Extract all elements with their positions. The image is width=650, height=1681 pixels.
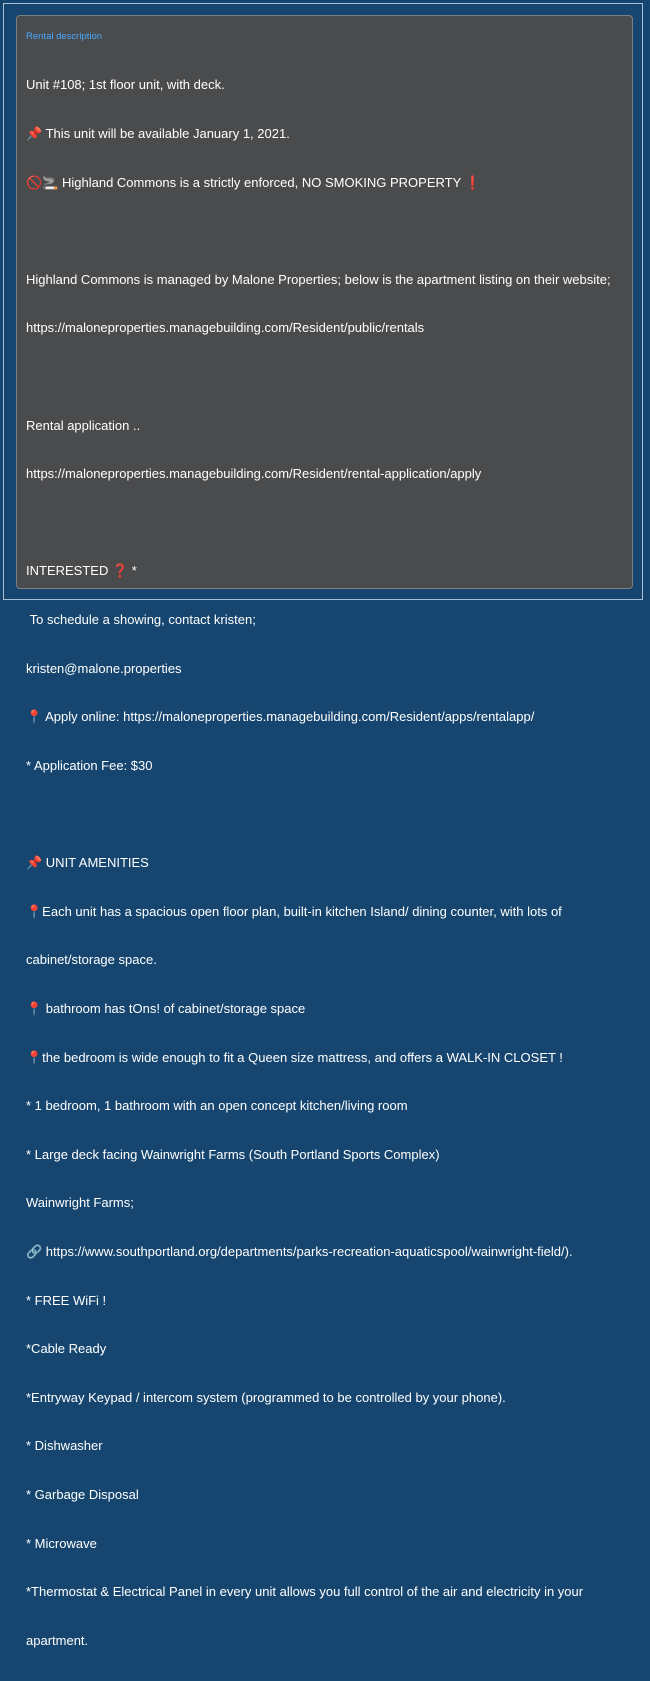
description-line: * 1 bedroom, 1 bathroom with an open concept kitchen/living room: [26, 1098, 408, 1114]
description-line: *Entryway Keypad / intercom system (programmed to be controlled by your phone).: [26, 1389, 506, 1405]
amenities-heading: 📌 UNIT AMENITIES: [26, 855, 149, 871]
description-line: [26, 515, 632, 531]
application-link: https://maloneproperties.managebuilding.com/Resident/rental-application/apply: [26, 466, 482, 482]
description-line: 🚫🚬 Highland Commons is a strictly enforced, NO SMOKING PROPERTY ❗: [26, 174, 481, 190]
description-line: 📍the bedroom is wide enough to fit a Queen size mattress, and offers a WALK-IN CLOSET !: [26, 1049, 563, 1065]
rental-description-text[interactable]: [26, 45, 632, 1681]
description-line: [26, 369, 632, 385]
description-line: cabinet/storage space.: [26, 952, 157, 968]
description-line: 📌 This unit will be available January 1, 2021.: [26, 126, 290, 142]
description-line: * Microwave: [26, 1535, 97, 1551]
description-line: [26, 223, 632, 239]
description-line: Rental application ..: [26, 417, 141, 433]
description-line: *Cable Ready: [26, 1341, 107, 1357]
rental-description-label: Rental description: [26, 31, 103, 42]
description-line: Wainwright Farms;: [26, 1195, 134, 1211]
description-line: * Dishwasher: [26, 1438, 103, 1454]
description-line: Highland Commons is managed by Malone Properties; below is the apartment listing on their website;: [26, 271, 611, 287]
apply-online-line: 📍 Apply online: https://maloneproperties.managebuilding.com/Resident/apps/rentalapp/: [26, 709, 535, 725]
listing-link: https://maloneproperties.managebuilding.com/Resident/public/rentals: [26, 320, 425, 336]
description-line: [26, 807, 632, 823]
contact-email: kristen@malone.properties: [26, 660, 182, 676]
description-line: 📍Each unit has a spacious open floor plan, built-in kitchen Island/ dining counter, with lots of: [26, 903, 562, 919]
description-line: Unit #108; 1st floor unit, with deck.: [26, 77, 225, 93]
description-line: * Large deck facing Wainwright Farms (South Portland Sports Complex): [26, 1146, 440, 1162]
description-line: INTERESTED ❓ *: [26, 563, 137, 579]
description-line: To schedule a showing, contact kristen;: [26, 612, 256, 628]
description-line: * Garbage Disposal: [26, 1487, 139, 1503]
description-line: 📍 bathroom has tOns! of cabinet/storage space: [26, 1000, 306, 1016]
wainwright-link-line: 🔗 https://www.southportland.org/departments/parks-recreation-aquaticspool/wainwright-field/).: [26, 1243, 573, 1259]
rental-description-panel: [16, 15, 633, 1648]
description-line: * FREE WiFi !: [26, 1292, 107, 1308]
description-line: *Thermostat & Electrical Panel in every unit allows you full control of the air and electricity in your: [26, 1584, 584, 1600]
description-line: * Application Fee: $30: [26, 757, 153, 773]
description-line: apartment.: [26, 1632, 89, 1648]
